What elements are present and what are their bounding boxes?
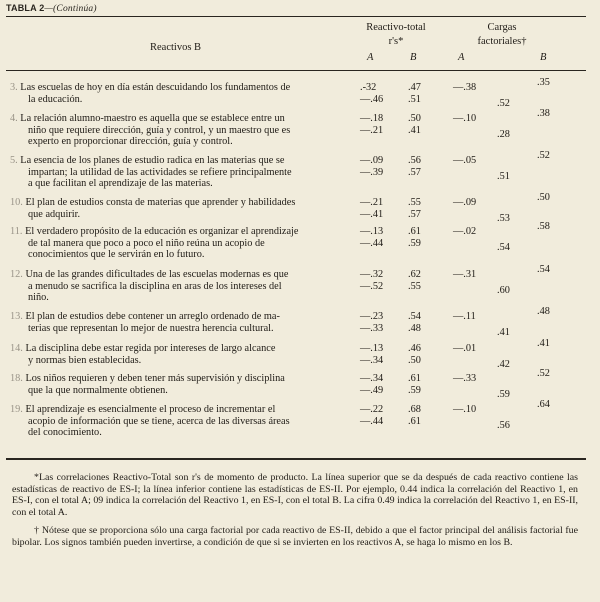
cf-b-es2: .52 xyxy=(497,97,510,109)
cf-a: —.31 xyxy=(453,269,477,280)
item-line: de tal manera que poco a poco el niño reúna un acopio de xyxy=(28,237,265,249)
rt-a-es2: —.49 xyxy=(360,384,384,396)
cf-a: —.10 xyxy=(453,404,477,415)
rt-a-es1: —.13 xyxy=(360,226,384,237)
cf-a: —.38 xyxy=(453,82,477,93)
rt-a-es2: —.52 xyxy=(360,280,384,292)
item-line: 12. Una de las grandes dificultades de las escuelas modernas es que xyxy=(10,269,289,280)
cf-b-es2: .51 xyxy=(497,170,510,182)
item-line: terias que representan lo mejor de nuestra herencia cultural. xyxy=(28,322,274,334)
cf-a: —.02 xyxy=(453,226,477,237)
cf-b-es1: .52 xyxy=(537,150,550,161)
header-cargas: Cargas xyxy=(487,22,517,33)
rt-b-es1: .62 xyxy=(408,269,421,280)
rt-a-es2: —.34 xyxy=(360,354,384,366)
item-line: 10. El plan de estudios consta de materias que aprender y habilidades xyxy=(10,197,296,208)
footnote-dagger: † Nótese que se proporciona sólo una carga factorial por cada reactivo de ES-II, debido a que el factor principal del análisis factorial fue bipolar. Los signos también pueden invertirse, a condición de que si se invierten en los reactivos A, se haga lo mismo en los B. xyxy=(12,525,578,548)
cf-b-es1: .38 xyxy=(537,108,550,119)
item-line: niño. xyxy=(28,292,49,304)
rt-a-es1: —.32 xyxy=(360,269,384,280)
footnote-block xyxy=(12,472,578,549)
item-line: la educación. xyxy=(28,93,83,105)
rt-b-es2: .41 xyxy=(408,124,421,136)
table-continued-label: —(Continúa) xyxy=(44,4,97,14)
rt-b-es2: .57 xyxy=(408,208,421,220)
cf-b-es2: .60 xyxy=(497,284,510,296)
item-number: 5. xyxy=(10,155,21,166)
rt-a-es2: —.21 xyxy=(360,124,384,136)
rt-b-es2: .59 xyxy=(408,237,421,249)
item-statement xyxy=(10,82,358,105)
rt-b-es1: .50 xyxy=(408,113,421,124)
rt-a-es1: —.13 xyxy=(360,343,384,354)
bottom-rule xyxy=(6,458,586,460)
rt-b-es1: .46 xyxy=(408,343,421,354)
rt-a-es1: —.21 xyxy=(360,197,384,208)
cf-b-es1: .64 xyxy=(537,399,550,410)
cf-a: —.01 xyxy=(453,343,477,354)
header-reactivo-total: Reactivo-total xyxy=(366,22,426,33)
cf-b-es2: .28 xyxy=(497,128,510,140)
cf-b-es2: .42 xyxy=(497,358,510,370)
cf-b-es1: .52 xyxy=(537,368,550,379)
cf-b-es2: .54 xyxy=(497,241,510,253)
item-number: 3. xyxy=(10,82,21,93)
item-number: 13. xyxy=(10,311,26,322)
rt-b-es1: .47 xyxy=(408,82,421,93)
item-statement xyxy=(10,226,358,261)
item-line: acopio de información que se tiene, acerca de las diversas áreas xyxy=(28,415,290,427)
cf-b-es2: .53 xyxy=(497,212,510,224)
table-caption xyxy=(6,3,97,14)
rt-b-es1: .61 xyxy=(408,373,421,384)
item-line: 3. Las escuelas de hoy en día están descuidando los fundamentos de xyxy=(10,82,291,93)
rt-b-es2: .50 xyxy=(408,354,421,366)
rt-b-es2: .55 xyxy=(408,280,421,292)
item-line: del conocimiento. xyxy=(28,427,102,439)
item-number: 18. xyxy=(10,373,26,384)
cf-b-es1: .41 xyxy=(537,338,550,349)
header-factoriales: factoriales† xyxy=(477,36,527,47)
item-line: 13. El plan de estudios debe contener un arreglo ordenado de ma- xyxy=(10,311,280,322)
rt-a-es2: —.39 xyxy=(360,166,384,178)
header-rs: r's* xyxy=(388,36,404,47)
item-statement xyxy=(10,404,358,439)
item-line: y normas bien establecidas. xyxy=(28,354,142,366)
item-line: 18. Los niños requieren y deben tener más supervisión y disciplina xyxy=(10,373,285,384)
rt-b-es1: .54 xyxy=(408,311,421,322)
item-line: a menudo se sacrifica la disciplina en aras de los intereses del xyxy=(28,280,282,292)
cf-b-es2: .56 xyxy=(497,419,510,431)
item-line: 14. La disciplina debe estar regida por intereses de largo alcance xyxy=(10,343,276,354)
top-rule xyxy=(6,16,586,17)
item-number: 19. xyxy=(10,404,26,415)
rt-a-es1: —.09 xyxy=(360,155,384,166)
item-line: niño que requiere dirección, guía y control, y un maestro que es xyxy=(28,124,291,136)
cf-b-es2: .59 xyxy=(497,388,510,400)
cf-a: —.10 xyxy=(453,113,477,124)
item-statement xyxy=(10,155,358,190)
cf-b-es1: .58 xyxy=(537,221,550,232)
item-number: 4. xyxy=(10,113,21,124)
item-line: que adquirir. xyxy=(28,208,81,220)
cf-b-es1: .54 xyxy=(537,264,550,275)
header-col-b1: B xyxy=(410,52,417,63)
item-line: a que facilitan el aprendizaje de las materias. xyxy=(28,178,213,190)
cf-b-es1: .35 xyxy=(537,77,550,88)
rt-a-es2: —.44 xyxy=(360,415,384,427)
header-col-a1: A xyxy=(367,52,374,63)
cf-b-es2: .41 xyxy=(497,326,510,338)
cf-b-es1: .48 xyxy=(537,306,550,317)
rt-b-es2: .59 xyxy=(408,384,421,396)
rt-a-es2: —.44 xyxy=(360,237,384,249)
rt-a-es1: —.23 xyxy=(360,311,384,322)
cf-b-es1: .50 xyxy=(537,192,550,203)
rt-b-es2: .61 xyxy=(408,415,421,427)
item-line: 19. El aprendizaje es esencialmente el proceso de incrementar el xyxy=(10,404,276,415)
table-label: TABLA 2 xyxy=(6,3,45,13)
item-statement xyxy=(10,373,358,396)
item-statement xyxy=(10,197,358,220)
item-statement xyxy=(10,343,358,366)
rt-a-es1: —.18 xyxy=(360,113,384,124)
item-line: experto en proporcionar dirección, guía y control. xyxy=(28,136,233,148)
rt-b-es2: .57 xyxy=(408,166,421,178)
rt-a-es2: —.41 xyxy=(360,208,384,220)
cf-a: —.11 xyxy=(453,311,476,322)
rt-a-es2: —.33 xyxy=(360,322,384,334)
item-line: 11. El verdadero propósito de la educación es organizar el aprendizaje xyxy=(10,226,299,237)
rt-a-es1: —.22 xyxy=(360,404,384,415)
rt-b-es1: .56 xyxy=(408,155,421,166)
item-line: 4. La relación alumno-maestro es aquella que se establece entre un xyxy=(10,113,285,124)
cf-a: —.33 xyxy=(453,373,477,384)
rt-a-es1: —.34 xyxy=(360,373,384,384)
rt-b-es2: .51 xyxy=(408,93,421,105)
item-statement xyxy=(10,269,358,304)
cf-a: —.09 xyxy=(453,197,477,208)
cf-a: —.05 xyxy=(453,155,477,166)
item-statement xyxy=(10,113,358,148)
rt-a-es2: —.46 xyxy=(360,93,384,105)
rt-b-es1: .68 xyxy=(408,404,421,415)
item-line: 5. La esencia de los planes de estudio radica en las materias que se xyxy=(10,155,285,166)
rt-a-es1: .-32 xyxy=(360,82,377,93)
rt-b-es2: .48 xyxy=(408,322,421,334)
header-col-a2: A xyxy=(458,52,465,63)
item-number: 10. xyxy=(10,197,26,208)
item-number: 14. xyxy=(10,343,26,354)
header-rule xyxy=(6,70,586,71)
rt-b-es1: .55 xyxy=(408,197,421,208)
item-statement xyxy=(10,311,358,334)
footnote-star: *Las correlaciones Reactivo-Total son r's de momento de producto. La línea superior que se da después de cada reactivo contiene las estadísticas de reactivo de ES-I; la línea inferior contiene las estadísticas de ES-II. Por ejemplo, 0.44 indica la correlación del Reactivo 1, en ES-I, con el total A; 09 indica la correlación del Reactivo 1, en ES-I, con el total B. La cifra 0.49 indica la correlación del Reactivo 1, en ES-II, con el total A. xyxy=(12,472,578,518)
rt-b-es1: .61 xyxy=(408,226,421,237)
item-line: conocimientos que le servirán en lo futuro. xyxy=(28,249,205,261)
item-number: 11. xyxy=(10,226,26,237)
item-line: impartan; la utilidad de las actividades se refiere principalmente xyxy=(28,166,292,178)
item-number: 12. xyxy=(10,269,26,280)
header-reactivos: Reactivos B xyxy=(150,42,202,53)
item-line: que la que normalmente obtienen. xyxy=(28,384,168,396)
header-col-b2: B xyxy=(540,52,547,63)
